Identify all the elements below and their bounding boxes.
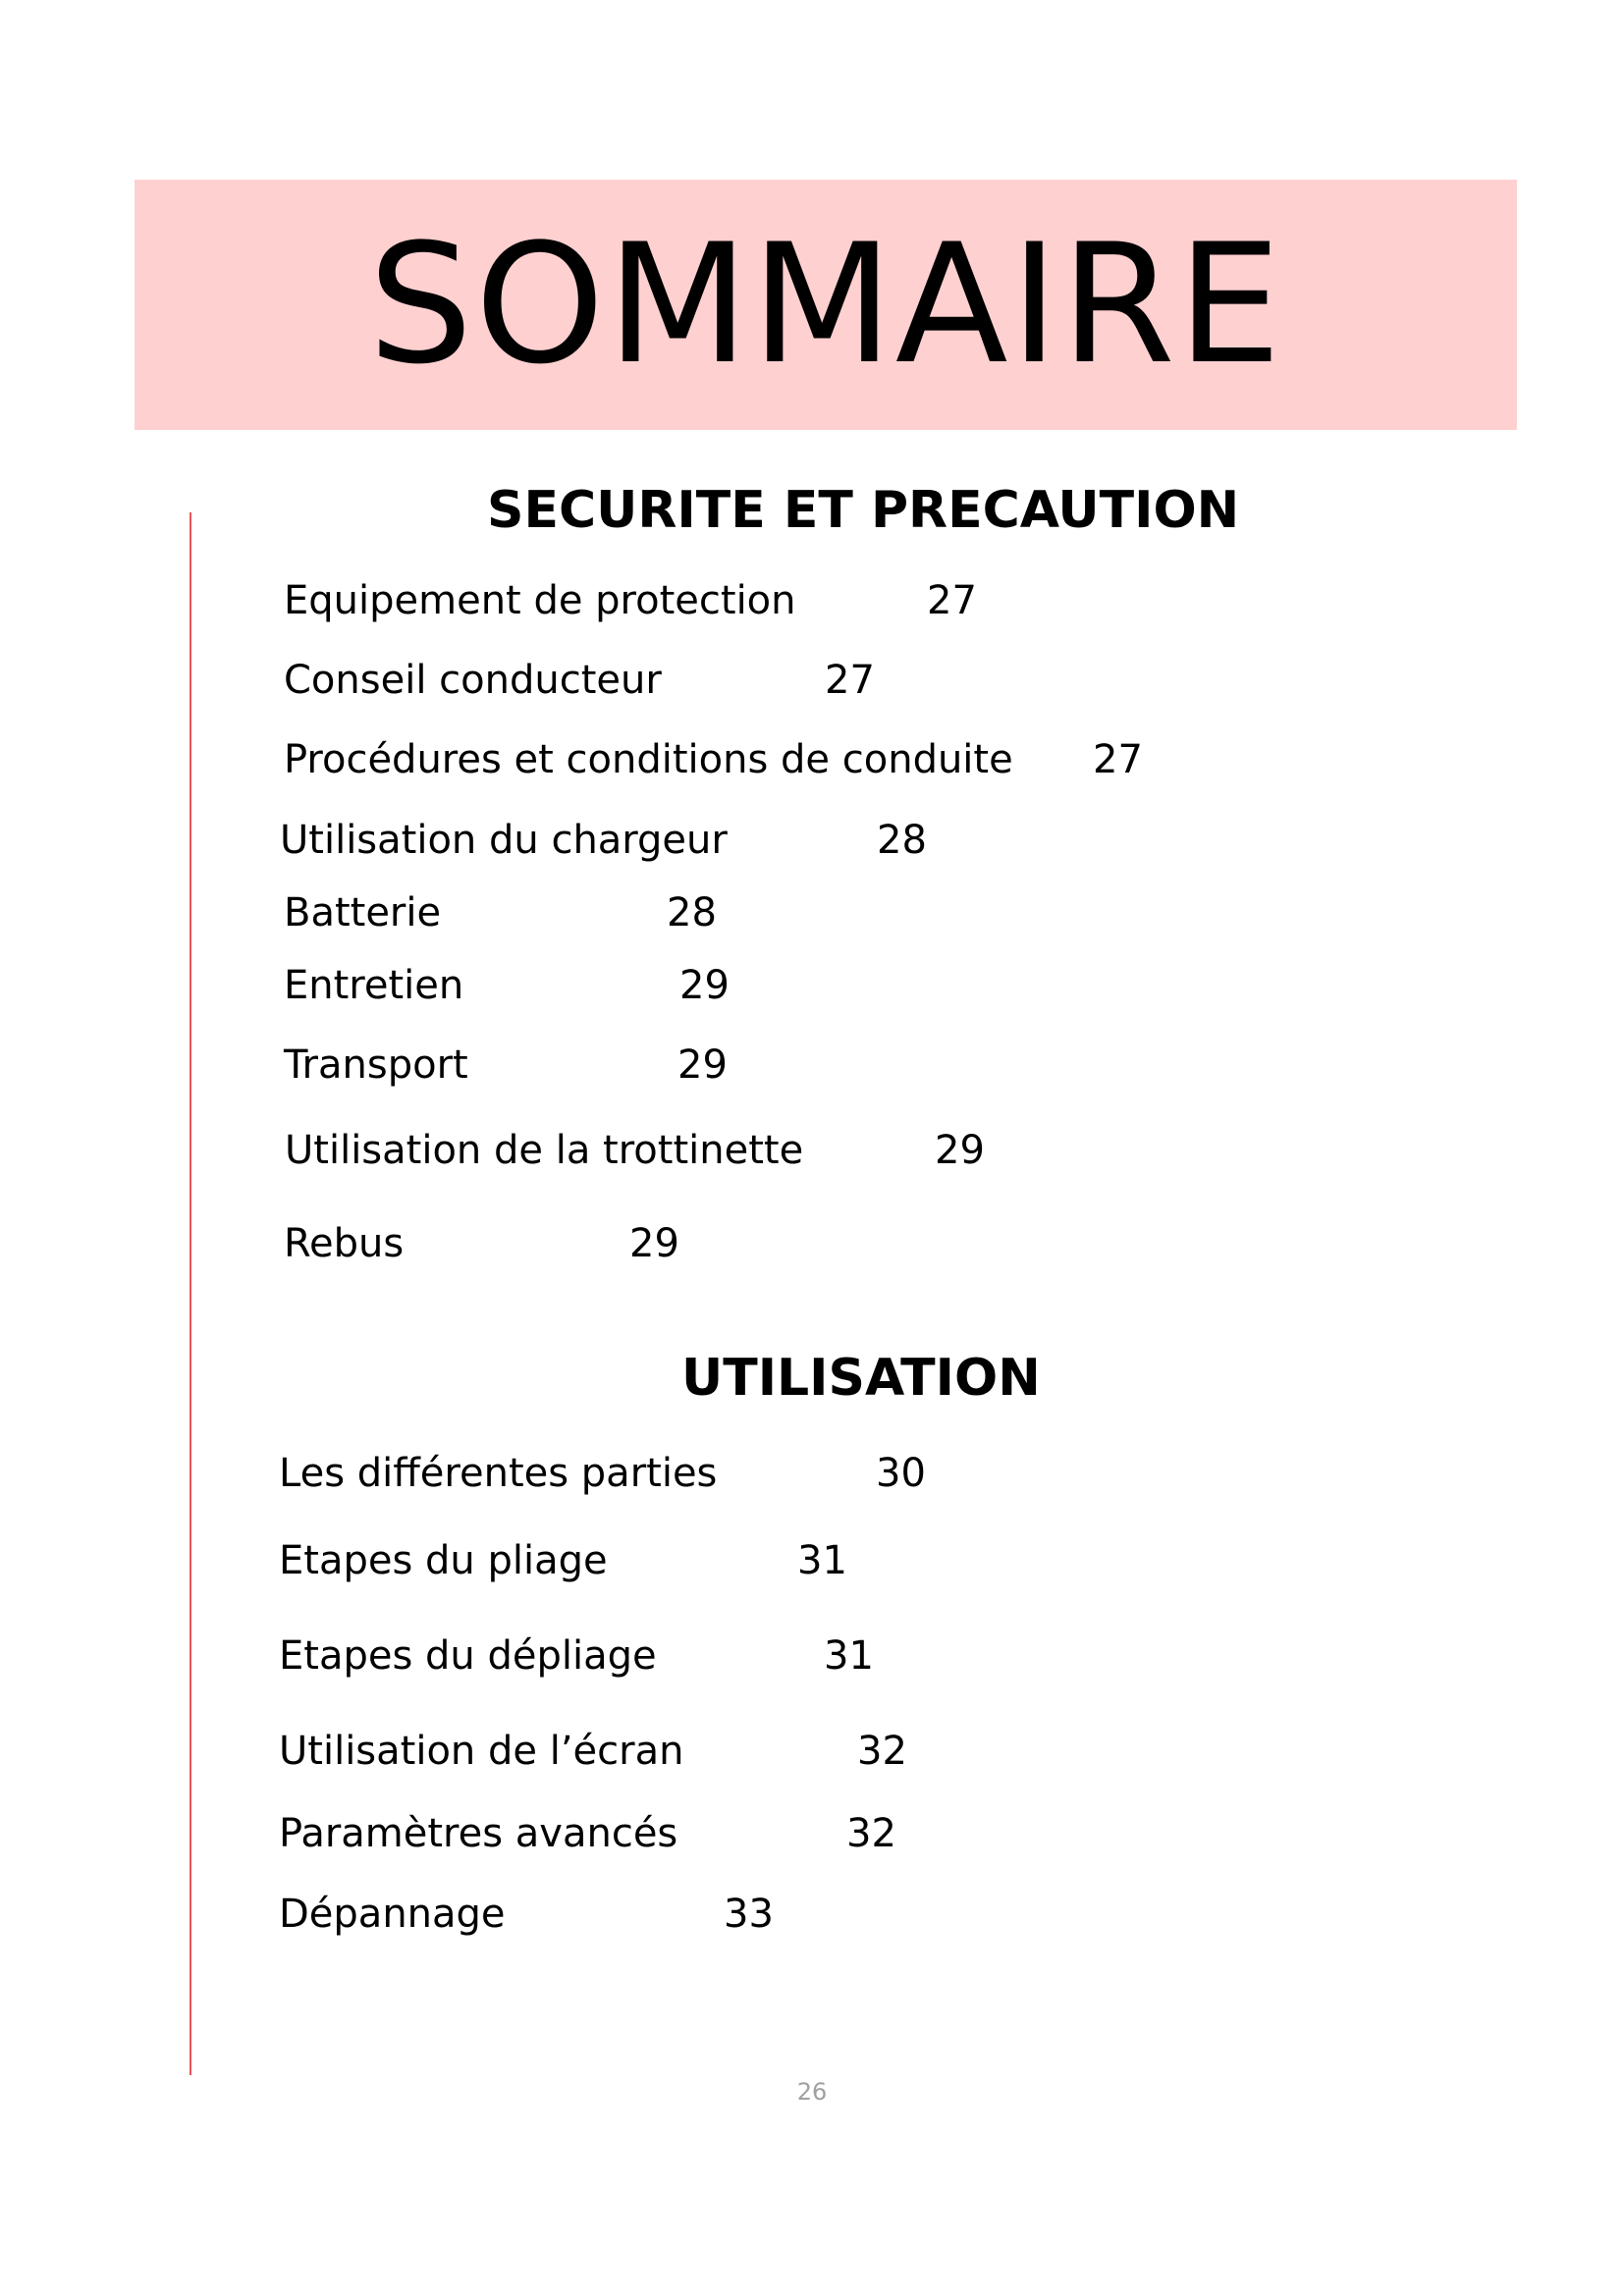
toc-entry-label: Procédures et conditions de conduite bbox=[284, 737, 1013, 782]
toc-entry-label: Dépannage bbox=[279, 1892, 506, 1937]
toc-entry-label: Entretien bbox=[284, 963, 464, 1008]
toc-entry-label: Utilisation de l’écran bbox=[279, 1729, 684, 1774]
toc-entry-page: 32 bbox=[846, 1811, 896, 1856]
section-heading-securite: SECURITE ET PRECAUTION bbox=[487, 481, 1240, 540]
toc-entry-page: 27 bbox=[825, 658, 875, 703]
toc-entry-page: 28 bbox=[877, 818, 927, 863]
toc-entry-page: 29 bbox=[677, 1042, 728, 1088]
toc-entry-page: 30 bbox=[876, 1451, 926, 1496]
toc-entry-label: Conseil conducteur bbox=[284, 658, 662, 703]
toc-entry-page: 31 bbox=[824, 1633, 874, 1679]
toc-entry-page: 32 bbox=[857, 1729, 907, 1774]
toc-entry-label: Utilisation du chargeur bbox=[280, 818, 728, 863]
toc-entry-page: 27 bbox=[1093, 737, 1143, 782]
toc-entry-label: Etapes du dépliage bbox=[279, 1633, 657, 1679]
toc-entry-label: Paramètres avancés bbox=[279, 1811, 678, 1856]
page-title: SOMMAIRE bbox=[367, 208, 1284, 400]
toc-entry-page: 31 bbox=[797, 1538, 847, 1583]
toc-entry-label: Transport bbox=[284, 1042, 468, 1088]
toc-entry-page: 28 bbox=[667, 890, 717, 935]
toc-entry-label: Batterie bbox=[284, 890, 442, 935]
toc-entry-page: 29 bbox=[629, 1221, 679, 1266]
toc-entry-page: 27 bbox=[927, 578, 977, 623]
toc-entry-label: Les différentes parties bbox=[279, 1451, 718, 1496]
toc-entry-page: 29 bbox=[679, 963, 730, 1008]
toc-entry-label: Etapes du pliage bbox=[279, 1538, 608, 1583]
margin-rule bbox=[189, 512, 191, 2075]
section-heading-utilisation: UTILISATION bbox=[681, 1349, 1041, 1408]
toc-entry-label: Rebus bbox=[284, 1221, 405, 1266]
toc-entry-label: Equipement de protection bbox=[284, 578, 796, 623]
toc-entry-label: Utilisation de la trottinette bbox=[285, 1128, 804, 1173]
toc-entry-page: 33 bbox=[724, 1892, 774, 1937]
page-number: 26 bbox=[796, 2078, 828, 2106]
title-banner bbox=[135, 180, 1517, 430]
toc-entry-page: 29 bbox=[935, 1128, 985, 1173]
